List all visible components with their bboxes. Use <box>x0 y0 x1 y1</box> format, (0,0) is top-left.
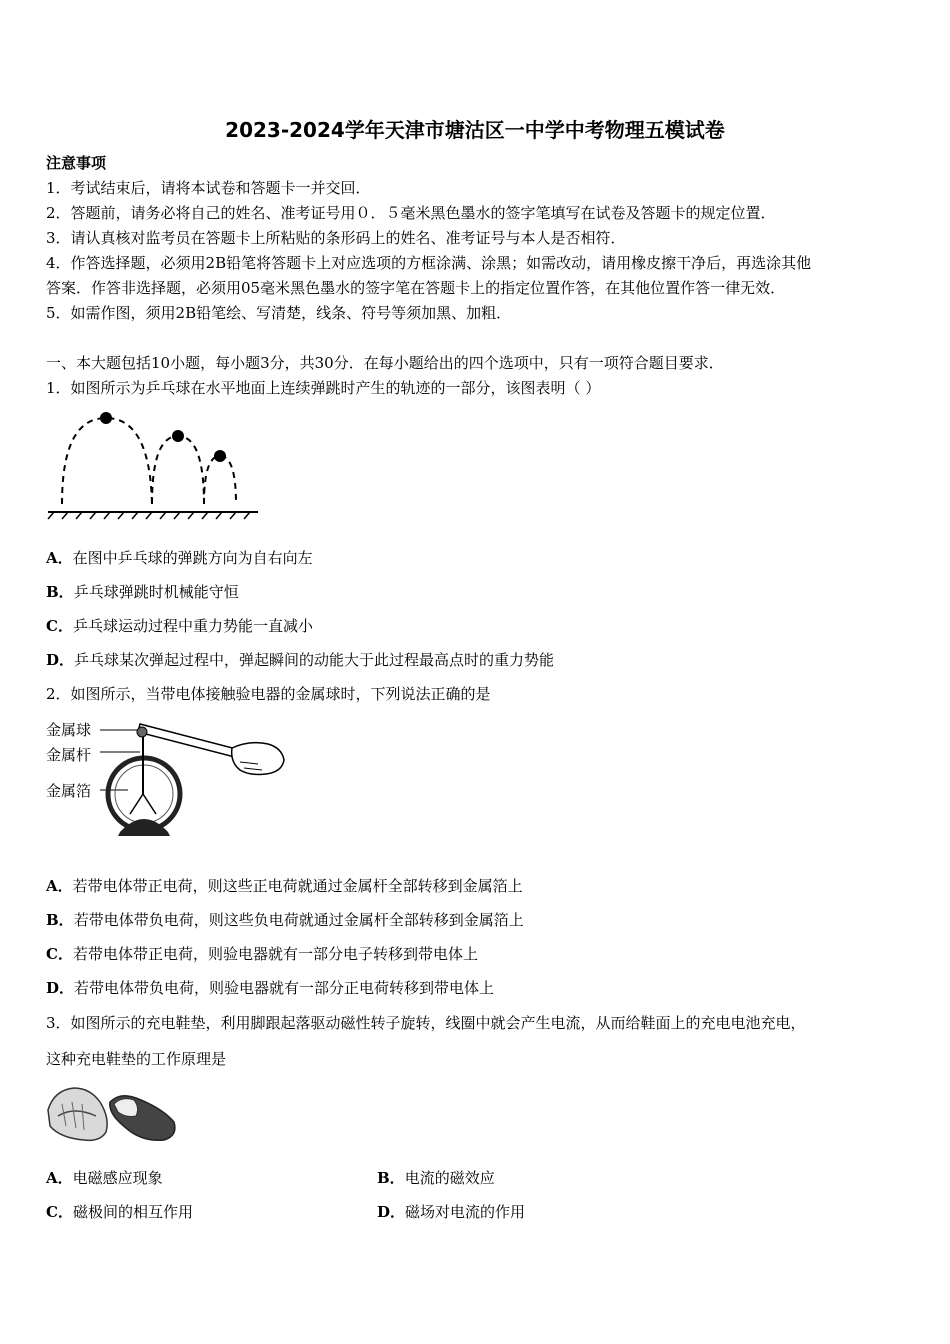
option-text: 若带电体带正电荷，则这些正电荷就通过金属杆全部转移到金属箔上 <box>72 877 523 895</box>
label-metal-rod: 金属杆 <box>46 746 92 764</box>
q2-option-a[interactable] <box>46 875 523 896</box>
q3-stem-line2: 这种充电鞋垫的工作原理是 <box>46 1050 227 1068</box>
option-text: 乒乓球弹跳时机械能守恒 <box>73 583 239 601</box>
label-metal-foil: 金属箔 <box>46 782 92 800</box>
option-letter: A． <box>46 877 73 895</box>
option-text: 若带电体带负电荷，则这些负电荷就通过金属杆全部转移到金属箔上 <box>73 911 524 929</box>
section-heading: 一、本大题包括10小题，每小题3分，共30分．在每小题给出的四个选项中，只有一项符合题目要求． <box>46 354 724 372</box>
option-text: 磁极间的相互作用 <box>72 1203 193 1221</box>
option-text: 乒乓球某次弹起过程中，弹起瞬间的动能大于此过程最高点时的重力势能 <box>74 651 555 669</box>
option-text: 电磁感应现象 <box>72 1169 163 1187</box>
q2-option-c[interactable] <box>46 943 478 964</box>
q3-option-b[interactable] <box>377 1167 495 1188</box>
trajectory-dashes <box>62 418 236 504</box>
notice-item: 4．作答选择题，必须用2B铅笔将答题卡上对应选项的方框涂满、涂黑；如需改动，请用橡皮擦干净后，再选涂其他 <box>46 254 812 272</box>
notice-item: 答案．作答非选择题，必须用05毫米黑色墨水的签字笔在答题卡上的指定位置作答，在其他位置作答一律无效． <box>46 279 786 297</box>
notice-item: 2．答题前，请务必将自己的姓名、准考证号用０．５毫米黑色墨水的签字笔填写在试卷及答题卡的规定位置． <box>46 204 776 222</box>
option-letter: C． <box>46 617 73 635</box>
q2-stem: 2．如图所示，当带电体接触验电器的金属球时，下列说法正确的是 <box>46 685 491 703</box>
q3-option-d[interactable] <box>377 1201 525 1222</box>
charging-insole-figure <box>44 1080 180 1146</box>
option-text: 电流的磁效应 <box>404 1169 495 1187</box>
shoe-icon <box>48 1088 107 1140</box>
label-metal-ball: 金属球 <box>46 721 92 739</box>
q1-option-d[interactable] <box>46 649 554 670</box>
option-letter: B． <box>46 911 74 929</box>
q2-option-d[interactable] <box>46 977 494 998</box>
notice-item: 1．考试结束后，请将本试卷和答题卡一并交回． <box>46 179 371 197</box>
notice-item: 3．请认真核对监考员在答题卡上所粘贴的条形码上的姓名、准考证号与本人是否相符． <box>46 229 626 247</box>
metal-foil <box>130 794 156 814</box>
option-letter: A． <box>46 1169 73 1187</box>
page-title: 2023-2024学年天津市塘沽区一中学中考物理五模试卷 <box>225 118 725 142</box>
ball-icon <box>172 430 184 442</box>
option-text: 若带电体带正电荷，则验电器就有一部分电子转移到带电体上 <box>72 945 478 963</box>
notice-heading: 注意事项 <box>46 154 107 172</box>
q1-option-a[interactable] <box>46 547 313 568</box>
q1-stem: 1．如图所示为乒乓球在水平地面上连续弹跳时产生的轨迹的一部分，该图表明（ ） <box>46 379 601 397</box>
option-text: 磁场对电流的作用 <box>405 1203 526 1221</box>
option-text: 若带电体带负电荷，则验电器就有一部分正电荷转移到带电体上 <box>74 979 495 997</box>
option-letter: D． <box>377 1203 406 1221</box>
notice-item: 5．如需作图，须用2B铅笔绘、写清楚，线条、符号等须加黑、加粗． <box>46 304 512 322</box>
option-text: 在图中乒乓球的弹跳方向为自右向左 <box>72 549 313 567</box>
q2-option-b[interactable] <box>46 909 524 930</box>
bounce-trajectory-figure <box>44 408 264 520</box>
q1-option-c[interactable] <box>46 615 313 636</box>
q1-option-b[interactable] <box>46 581 239 602</box>
q3-stem-line1: 3．如图所示的充电鞋垫，利用脚跟起落驱动磁性转子旋转，线圈中就会产生电流，从而给鞋面上的充电电池充电， <box>46 1014 806 1032</box>
q3-option-c[interactable] <box>46 1201 193 1222</box>
option-text: 乒乓球运动过程中重力势能一直减小 <box>72 617 313 635</box>
q3-option-a[interactable] <box>46 1167 163 1188</box>
option-letter: B． <box>46 583 74 601</box>
option-letter: C． <box>46 1203 73 1221</box>
ground-hatch <box>48 512 250 519</box>
option-letter: B． <box>377 1169 405 1187</box>
ball-icon <box>214 450 226 462</box>
option-letter: D． <box>46 651 75 669</box>
option-letter: C． <box>46 945 73 963</box>
option-letter: A． <box>46 549 73 567</box>
metal-ball-icon <box>137 727 147 737</box>
option-letter: D． <box>46 979 75 997</box>
stand-base <box>118 819 170 836</box>
insole-icon <box>110 1096 175 1141</box>
ball-icon <box>100 412 112 424</box>
electroscope-figure <box>100 712 290 837</box>
